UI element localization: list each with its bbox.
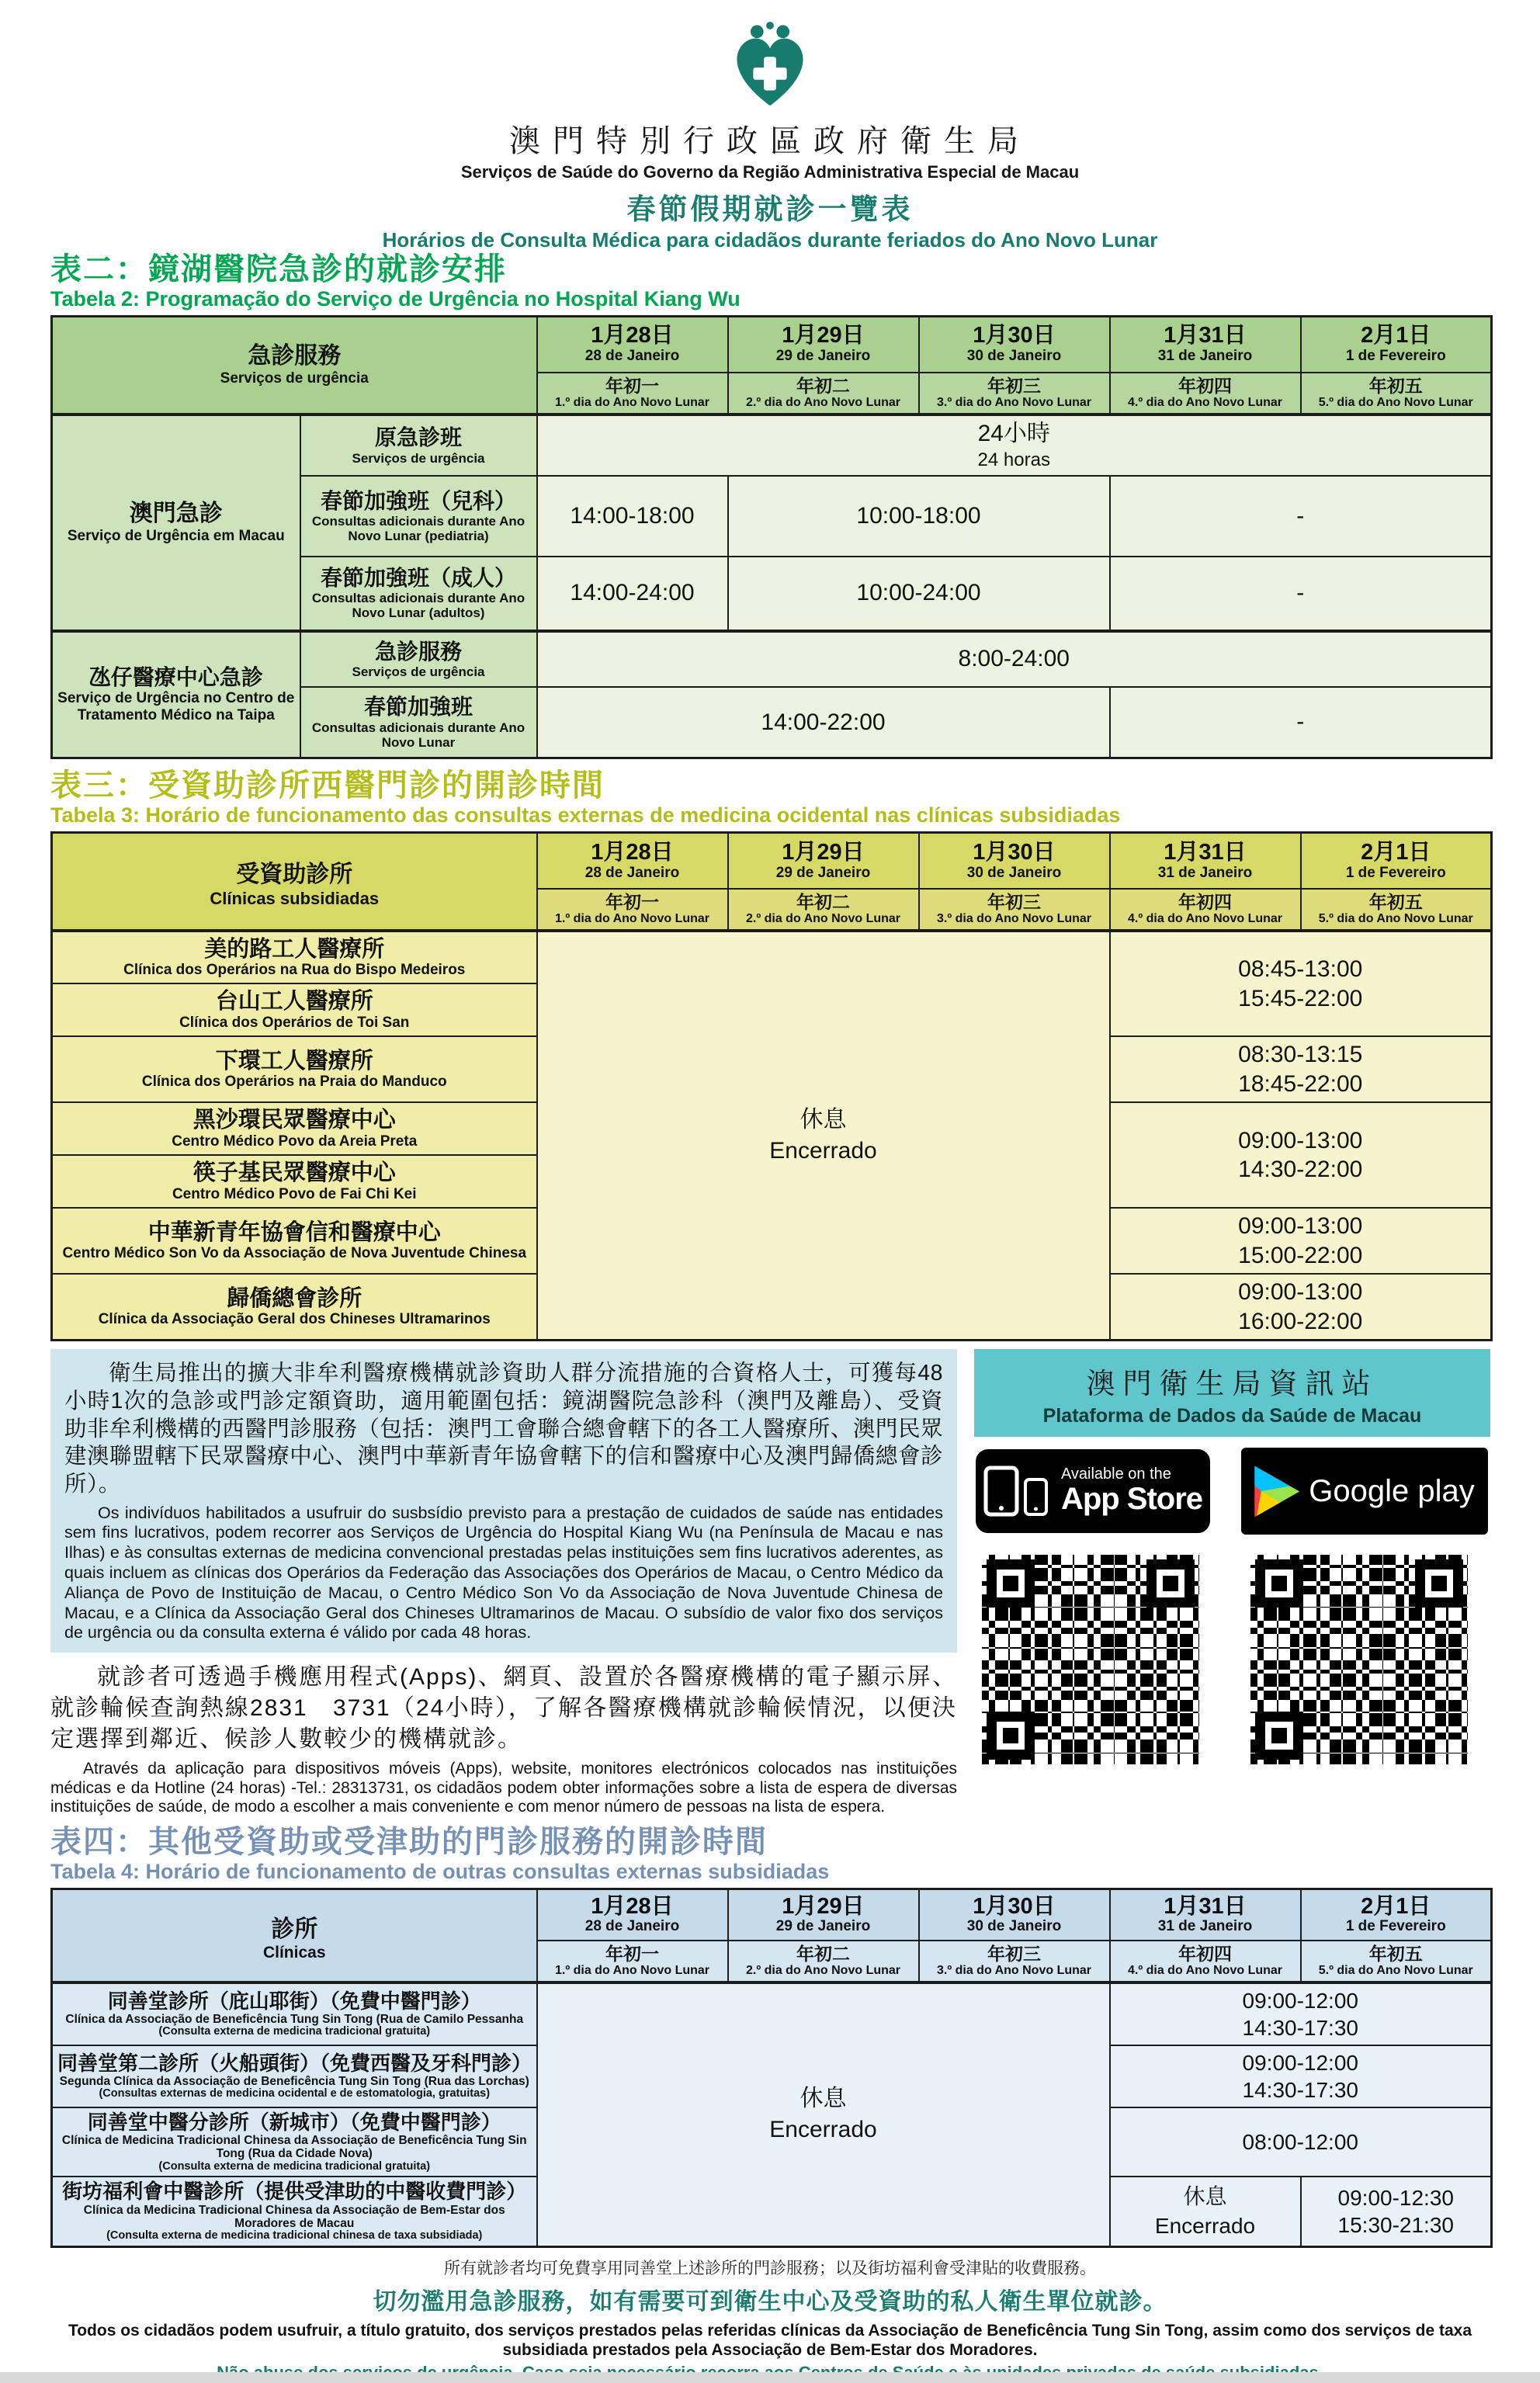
lunar-day-header [1110, 1941, 1301, 1983]
lunar-day-header [537, 889, 728, 931]
qr-finder-icon [987, 1559, 1035, 1608]
table3-corner-zh: 受資助診所 [236, 861, 353, 887]
clinic-row [52, 1208, 537, 1274]
lunar-zh: 年初五 [1368, 891, 1423, 912]
time-line: 08:00-12:00 [1242, 2130, 1358, 2155]
time-line: 09:00-13:00 [1238, 1279, 1363, 1306]
table2-cell [1110, 476, 1492, 557]
time-line: 09:00-12:00 [1242, 2051, 1358, 2076]
row-label-zh: 春節加強班 [363, 695, 473, 720]
clinic-row [52, 1036, 537, 1102]
date-header [1301, 1889, 1492, 1941]
table4-title-pt: Tabela 4: Horário de funcionamento de outras consultas externas subsidiadas [50, 1859, 830, 1883]
table3-title-zh: 表三：受資助診所西醫門診的開診時間 [50, 768, 605, 803]
date-header [728, 833, 919, 889]
table4-time-cell [1110, 1982, 1492, 2045]
lunar-pt: 1.º dia do Ano Novo Lunar [554, 395, 710, 409]
time-line: 15:00-22:00 [1238, 1242, 1363, 1268]
apps-info [50, 1662, 957, 1817]
cell-value-zh: 24小時 [977, 421, 1050, 447]
table4-title-zh: 表四：其他受資助或受津助的門診服務的開診時間 [50, 1825, 768, 1860]
clinic-pt: Clínica dos Operários na Rua do Bispo Medeiros [123, 962, 466, 979]
lunar-day-header [919, 1941, 1110, 1983]
table3-time-cell [1110, 1208, 1492, 1274]
lunar-day-header [1110, 889, 1301, 931]
table4-title [50, 1825, 1540, 1883]
clinic-zh: 筷子基民眾醫療中心 [192, 1160, 396, 1186]
cell-value: - [1296, 580, 1305, 606]
cell-value-pt: 24 horas [977, 449, 1050, 470]
table2-row-label [300, 631, 537, 687]
lunar-zh: 年初二 [796, 375, 850, 396]
table2-cell-24h [537, 415, 1492, 476]
clinic-note: (Consulta externa de medicina tradicional gratuita) [158, 2025, 431, 2038]
page-title-zh: 春節假期就診一覽表 [626, 193, 914, 225]
store-badges [974, 1448, 1490, 1535]
date-pt: 30 de Janeiro [966, 348, 1062, 365]
table2-cell [537, 476, 728, 557]
table4-corner-pt: Clínicas [262, 1943, 326, 1962]
clinic-row [52, 2045, 537, 2107]
closed-zh: 休息 [799, 2085, 847, 2111]
table2-cell [728, 476, 1110, 557]
lunar-zh: 年初五 [1368, 375, 1423, 396]
lunar-pt: 3.º dia do Ano Novo Lunar [936, 912, 1092, 926]
lunar-pt: 2.º dia do Ano Novo Lunar [745, 912, 901, 926]
table4-closed-cell [537, 1982, 1110, 2246]
lunar-zh: 年初三 [987, 891, 1041, 912]
lunar-zh: 年初三 [987, 1943, 1041, 1964]
lunar-pt: 3.º dia do Ano Novo Lunar [936, 395, 1092, 409]
time-line: 09:00-12:30 [1337, 2186, 1454, 2211]
table2-group-macau [52, 415, 300, 631]
lunar-zh: 年初四 [1178, 1943, 1232, 1964]
lunar-pt: 1.º dia do Ano Novo Lunar [554, 1963, 710, 1977]
date-pt: 1 de Fevereiro [1345, 864, 1446, 881]
apps-paragraph-zh: 就診者可透過手機應用程式(Apps)、網頁、設置於各醫療機構的電子顯示屏、就診輪候查詢熱線2831 3731（24小時），了解各醫療機構就診輪候情況，以便決定選擇到鄰近、候診人數較少的機構就診。 [50, 1664, 957, 1752]
lunar-pt: 3.º dia do Ano Novo Lunar [936, 1963, 1092, 1977]
clinic-zh: 中華新青年協會信和醫療中心 [147, 1219, 441, 1245]
cell-value: 14:00-24:00 [570, 580, 695, 606]
time-line: 09:00-13:00 [1238, 1213, 1363, 1240]
table2-title-zh: 表二：鏡湖醫院急診的就診安排 [50, 252, 507, 286]
table2-title [50, 252, 1540, 310]
table2-cell [1110, 557, 1492, 631]
lunar-zh: 年初四 [1178, 891, 1232, 912]
date-zh: 1月29日 [782, 839, 865, 865]
group-zh: 澳門急診 [129, 501, 223, 527]
table3-title [50, 768, 1540, 827]
app-store-line1: Available on the [1060, 1466, 1171, 1483]
clinic-note: (Consulta externa de medicina tradicional gratuita) [158, 2159, 431, 2173]
date-header [919, 1889, 1110, 1941]
footer [0, 2256, 1540, 2383]
google-play-badge [1241, 1448, 1488, 1535]
date-zh: 1月28日 [591, 323, 674, 349]
app-banner-pt: Plataforma de Dados da Saúde de Macau [1042, 1405, 1422, 1427]
clinic-pt: Clínica da Medicina Tradicional Chinesa da Associação de Bem-Estar dos Moradores de Macau [83, 2203, 505, 2230]
lunar-day-header [1301, 373, 1492, 415]
clinic-pt: Centro Médico Povo da Areia Preta [172, 1133, 418, 1150]
time-line: 14:30-22:00 [1238, 1157, 1363, 1183]
date-zh: 1月30日 [973, 839, 1056, 865]
closed-pt: Encerrado [769, 2117, 877, 2143]
clinic-zh: 台山工人醫療所 [215, 989, 373, 1015]
clinic-pt: Centro Médico Povo de Fai Chi Kei [172, 1185, 417, 1202]
lunar-pt: 5.º dia do Ano Novo Lunar [1318, 912, 1473, 926]
table2-cell [537, 557, 728, 631]
cell-value: 10:00-24:00 [856, 580, 981, 606]
table3-time-cell [1110, 931, 1492, 1036]
cell-value: 14:00-18:00 [570, 502, 695, 529]
lunar-pt: 5.º dia do Ano Novo Lunar [1318, 395, 1473, 409]
table2-row-label [300, 557, 537, 631]
table2-emergency-schedule [50, 315, 1493, 759]
group-zh: 氹仔醫療中心急診 [88, 665, 263, 690]
clinic-note: (Consultas externas de medicina ocidental e de estomatologia, gratuitas) [99, 2087, 491, 2100]
table2-row-label [300, 687, 537, 758]
row-label-pt: Consultas adicionais durante Ano Novo Lunar (adultos) [311, 591, 525, 621]
row-label-pt: Consultas adicionais durante Ano Novo Lunar (pediatria) [311, 513, 525, 543]
table2-cell [537, 631, 1492, 687]
table2-corner-zh: 急診服務 [248, 343, 342, 369]
apps-paragraph-pt: Através da aplicação para dispositivos móveis (Apps), website, monitores electrónicos colocados nas instituições médicas e da Hotline (24 horas) -Tel.: 28313731, os cidadãos podem obter informações sobre a lista de espera de diversas instituições de saúde, de modo a escolher a mais conveniente e com menor número de pessoas na lista de espera. [50, 1759, 957, 1816]
table4-other-clinics [50, 1888, 1493, 2247]
row-label-zh: 原急診班 [374, 425, 462, 450]
date-header [1110, 833, 1301, 889]
lunar-zh: 年初一 [605, 375, 659, 396]
row-label-zh: 春節加強班（成人） [320, 566, 516, 591]
bottom-edge-bar [0, 2372, 1540, 2383]
qr-finder-icon [1415, 1559, 1463, 1608]
clinic-zh: 下環工人醫療所 [215, 1048, 373, 1074]
page-title-pt: Horários de Consulta Médica para cidadãos durante feriados do Ano Novo Lunar [382, 228, 1158, 251]
department-name-pt: Serviços de Saúde do Governo da Região Administrativa Especial de Macau [460, 162, 1080, 182]
table2-title-pt: Tabela 2: Programação do Serviço de Urgência no Hospital Kiang Wu [50, 286, 741, 310]
date-zh: 1月28日 [591, 1893, 674, 1919]
lunar-zh: 年初二 [796, 891, 850, 912]
clinic-row [52, 1274, 537, 1341]
lunar-zh: 年初四 [1178, 375, 1232, 396]
table2-cell [537, 687, 1110, 758]
time-line: 14:30-17:30 [1242, 2016, 1358, 2041]
cell-value: - [1296, 709, 1305, 735]
date-header [537, 833, 728, 889]
date-header [728, 1889, 919, 1941]
table3-subsidised-clinics [50, 831, 1493, 1341]
date-zh: 1月28日 [591, 839, 674, 865]
table4-time-cell [1301, 2177, 1492, 2246]
date-header [1301, 833, 1492, 889]
table4-corner-header [52, 1889, 537, 1983]
table3-time-cell [1110, 1102, 1492, 1208]
table3-corner-header [52, 833, 537, 931]
row-label-pt: Serviços de urgência [352, 450, 485, 466]
time-line: 15:30-21:30 [1337, 2213, 1454, 2238]
lunar-day-header [728, 373, 919, 415]
date-header [537, 317, 728, 373]
time-line: 15:45-22:00 [1238, 985, 1363, 1011]
closed-zh: 休息 [799, 1106, 847, 1133]
clinic-zh: 黑沙環民眾醫療中心 [192, 1108, 396, 1133]
clinic-row [52, 2107, 537, 2177]
lunar-pt: 2.º dia do Ano Novo Lunar [745, 395, 901, 409]
table4-time-cell [1110, 2107, 1492, 2177]
google-play-word2: play [1417, 1473, 1475, 1508]
date-header [1110, 1889, 1301, 1941]
date-pt: 28 de Janeiro [584, 1918, 680, 1935]
subsidy-info-box [50, 1349, 957, 1653]
google-play-icon [1254, 1466, 1299, 1517]
cell-value: 10:00-18:00 [856, 502, 981, 529]
date-zh: 1月30日 [973, 323, 1056, 349]
cell-value: 14:00-22:00 [761, 709, 886, 735]
date-zh: 1月30日 [973, 1893, 1056, 1919]
time-line: 14:30-17:30 [1242, 2078, 1358, 2103]
time-line: 08:30-13:15 [1238, 1042, 1363, 1068]
table2-row-label [300, 415, 537, 476]
lunar-day-header [728, 1941, 919, 1983]
cell-value: - [1296, 502, 1305, 529]
date-header [1110, 317, 1301, 373]
table3-time-cell [1110, 1274, 1492, 1341]
lunar-day-header [919, 889, 1110, 931]
clinic-row [52, 931, 537, 983]
date-pt: 1 de Fevereiro [1345, 348, 1446, 365]
clinic-zh: 街坊福利會中醫診所（提供受津助的中醫收費門診） [62, 2180, 527, 2204]
table2-row-label [300, 476, 537, 557]
time-line: 09:00-13:00 [1238, 1127, 1363, 1153]
lunar-zh: 年初一 [605, 891, 659, 912]
date-zh: 2月1日 [1361, 323, 1431, 349]
closed-pt: Encerrado [1154, 2214, 1256, 2239]
date-header [728, 317, 919, 373]
page-header [0, 20, 1540, 252]
date-pt: 29 de Janeiro [775, 1918, 871, 1935]
date-zh: 1月31日 [1164, 839, 1247, 865]
row-label-zh: 急診服務 [374, 639, 462, 664]
footer-note-pt: Todos os cidadãos podem usufruir, a título gratuito, dos serviços prestados pelas referidas clínicas da Associação de Beneficência Tung Sin Tong, assim como dos serviços de taxa subsidiada prestados pela Associação de Bem-Estar dos Moradores. [68, 2321, 1472, 2359]
date-pt: 30 de Janeiro [966, 864, 1062, 881]
app-banner [974, 1349, 1490, 1437]
table2-cell [1110, 687, 1492, 758]
clinic-zh: 同善堂中醫分診所（新城市）（免費中醫門診） [87, 2111, 501, 2135]
lunar-pt: 1.º dia do Ano Novo Lunar [554, 912, 710, 926]
health-bureau-logo-icon [724, 20, 816, 112]
info-section [50, 1349, 1490, 1817]
table3-closed-cell [537, 931, 1110, 1341]
date-zh: 1月29日 [782, 1893, 865, 1919]
lunar-day-header [1110, 373, 1301, 415]
clinic-zh: 同善堂診所（庇山耶街）（免費中醫門診） [107, 1989, 481, 2014]
date-zh: 1月31日 [1164, 1893, 1247, 1919]
qr-finder-icon [1146, 1559, 1195, 1608]
date-pt: 31 de Janeiro [1157, 348, 1253, 365]
table3-time-cell [1110, 1036, 1492, 1102]
closed-pt: Encerrado [769, 1138, 877, 1164]
lunar-day-header [1301, 1941, 1492, 1983]
clinic-row [52, 1155, 537, 1208]
date-pt: 28 de Janeiro [584, 348, 680, 365]
date-pt: 29 de Janeiro [775, 864, 871, 881]
clinic-pt: Segunda Clínica da Associação de Beneficência Tung Sin Tong (Rua das Lorchas) [59, 2075, 529, 2089]
clinic-pt: Clínica dos Operários de Toi San [179, 1014, 410, 1031]
lunar-zh: 年初三 [987, 375, 1041, 396]
clinic-zh: 美的路工人醫療所 [204, 936, 385, 962]
subsidy-paragraph-zh: 衛生局推出的擴大非牟利醫療機構就診資助人群分流措施的合資格人士，可獲每48小時1次的急診或門診定額資助，適用範圍包括：鏡湖醫院急診科（澳門及離島）、受資助非牟利機構的西醫門診服務（包括：澳門工會聯合總會轄下的各工人醫療所、澳門民眾建澳聯盟轄下民眾醫療中心、澳門中華新青年協會轄下的信和醫療中心及澳門歸僑總會診所）。 [64, 1361, 943, 1497]
date-header [919, 833, 1110, 889]
table4-time-cell [1110, 2045, 1492, 2107]
time-line: 09:00-12:00 [1242, 1989, 1358, 2014]
date-header [537, 1889, 728, 1941]
lunar-day-header [537, 373, 728, 415]
table2-group-taipa [52, 631, 300, 758]
table4-corner-zh: 診所 [271, 1916, 318, 1942]
date-header [1301, 317, 1492, 373]
qr-finder-icon [987, 1712, 1035, 1760]
cell-value: 8:00-24:00 [958, 646, 1070, 672]
clinic-note: (Consulta externa de medicina tradicional chinesa de taxa subsidiada) [106, 2229, 483, 2242]
lunar-zh: 年初五 [1368, 1943, 1423, 1964]
clinic-pt: Clínica da Associação de Beneficência Tung Sin Tong (Rua de Camilo Pessanha [65, 2013, 524, 2027]
subsidy-paragraph-pt: Os indivíduos habilitados a usufruir do susbsídio previsto para a prestação de cuidados de saúde nas entidades sem fins lucrativos, podem recorrer aos Serviços de Urgência do Hospital Kiang Wu (na Península de Macau e nas Ilhas) e às consultas externas de medicina convencional prestadas pelas instituições sem fins lucrativos aderentes, as quais incluem as clínicas dos Operários da Federação das Associações dos Operários de Macau, o Centro Médico da Aliança de Povo de Instituição de Macau, o Centro Médico Son Vo da Associação de Nova Juventude Chinesa de Macau, e a Clínica da Associação Geral dos Chineses Ultramarinos de Macau. O subsídio de valor fixo dos serviços de urgência ou da consulta externa é válido por cada 48 horas. [64, 1503, 943, 1642]
time-line: 18:45-22:00 [1238, 1070, 1363, 1097]
clinic-row [52, 2177, 537, 2246]
date-zh: 2月1日 [1361, 1893, 1431, 1919]
department-name-zh: 澳門特別行政區政府衛生局 [509, 124, 1031, 158]
app-store-badge [974, 1448, 1212, 1535]
app-store-line2: App Store [1060, 1482, 1203, 1517]
app-banner-zh: 澳門衛生局資訊站 [1086, 1368, 1379, 1400]
date-zh: 1月29日 [782, 323, 865, 349]
clinic-zh: 同善堂第二診所（火船頭街）（免費西醫及牙科門診） [57, 2052, 532, 2076]
lunar-zh: 年初一 [605, 1943, 659, 1964]
qr-finder-icon [1255, 1559, 1303, 1608]
lunar-day-header [919, 373, 1110, 415]
qr-finder-icon [1255, 1712, 1303, 1760]
lunar-pt: 4.º dia do Ano Novo Lunar [1127, 395, 1283, 409]
qr-code-google-play-icon [1243, 1547, 1476, 1772]
lunar-pt: 2.º dia do Ano Novo Lunar [745, 1963, 901, 1977]
clinic-pt: Clínica da Associação Geral dos Chineses Ultramarinos [98, 1311, 491, 1328]
table3-corner-pt: Clínicas subsidiadas [210, 888, 380, 908]
date-zh: 2月1日 [1361, 839, 1431, 865]
table4-closed-cell-friday [1110, 2177, 1301, 2246]
app-panel [974, 1349, 1490, 1817]
date-pt: 29 de Janeiro [775, 348, 871, 365]
info-paragraphs [50, 1349, 957, 1817]
lunar-pt: 4.º dia do Ano Novo Lunar [1127, 912, 1283, 926]
group-pt: Serviço de Urgência em Macau [67, 527, 285, 544]
footer-note-zh: 所有就診者均可免費享用同善堂上述診所的門診服務；以及街坊福利會受津貼的收費服務。 [444, 2259, 1096, 2277]
clinic-row [52, 983, 537, 1036]
lunar-zh: 年初二 [796, 1943, 850, 1964]
date-pt: 31 de Janeiro [1157, 864, 1253, 881]
lunar-day-header [728, 889, 919, 931]
clinic-pt: Centro Médico Son Vo da Associação de Nova Juventude Chinesa [62, 1245, 527, 1262]
closed-zh: 休息 [1183, 2184, 1227, 2209]
group-pt: Serviço de Urgência no Centro de Tratamento Médico na Taipa [57, 690, 295, 724]
date-pt: 1 de Fevereiro [1345, 1918, 1446, 1935]
time-line: 16:00-22:00 [1238, 1308, 1363, 1334]
row-label-pt: Consultas adicionais durante Ano Novo Lunar [311, 720, 525, 750]
lunar-day-header [1301, 889, 1492, 931]
qr-code-app-store-icon [974, 1547, 1207, 1772]
lunar-pt: 5.º dia do Ano Novo Lunar [1318, 1963, 1473, 1977]
table2-corner-pt: Serviços de urgência [220, 369, 369, 387]
footer-warning-zh: 切勿濫用急診服務，如有需要可到衛生中心及受資助的私人衛生單位就診。 [373, 2288, 1167, 2315]
date-pt: 30 de Janeiro [966, 1918, 1062, 1935]
row-label-pt: Serviços de urgência [352, 664, 485, 679]
devices-icon [983, 1466, 1052, 1517]
date-header [919, 317, 1110, 373]
clinic-row [52, 1102, 537, 1155]
row-label-zh: 春節加強班（兒科） [320, 488, 516, 513]
clinic-pt: Clínica de Medicina Tradicional Chinesa da Associação de Beneficência Tung Sin Tong (Rua da Cidade Nova) [61, 2134, 527, 2161]
clinic-row [52, 1982, 537, 2045]
date-pt: 28 de Janeiro [584, 864, 680, 881]
lunar-pt: 4.º dia do Ano Novo Lunar [1127, 1963, 1283, 1977]
table2-corner-header [52, 317, 537, 415]
date-pt: 31 de Janeiro [1157, 1918, 1253, 1935]
clinic-pt: Clínica dos Operários na Praia do Manduco [141, 1074, 447, 1091]
google-play-word1: Google [1309, 1473, 1410, 1508]
table3-title-pt: Tabela 3: Horário de funcionamento das consultas externas de medicina ocidental nas clínicas subsidiadas [50, 803, 1121, 827]
lunar-day-header [537, 1941, 728, 1983]
date-zh: 1月31日 [1164, 323, 1247, 349]
qr-codes [974, 1547, 1490, 1772]
table2-cell [728, 557, 1110, 631]
clinic-zh: 歸僑總會診所 [227, 1285, 362, 1311]
time-line: 08:45-13:00 [1238, 956, 1363, 983]
